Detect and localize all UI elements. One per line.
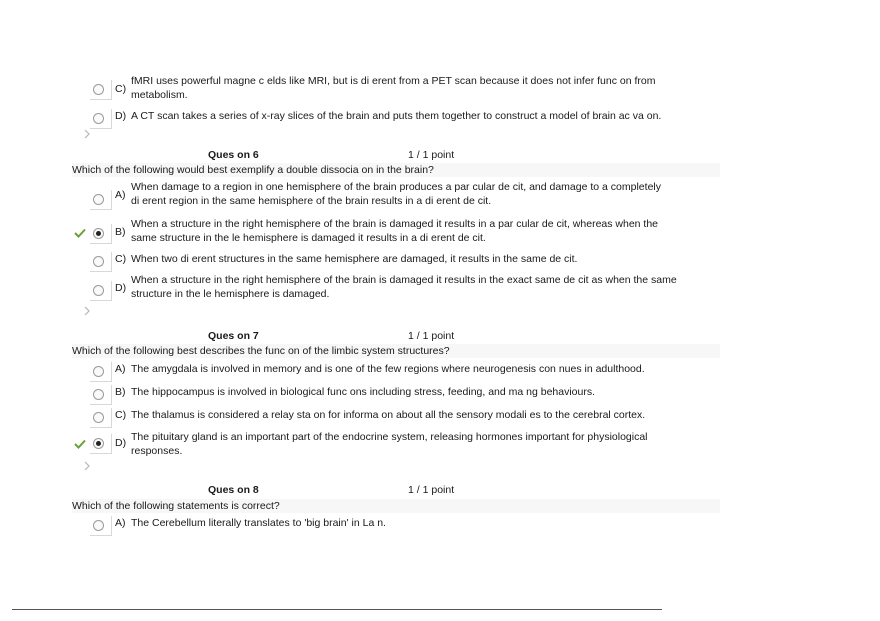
option-letter: D) bbox=[115, 437, 127, 449]
option-letter: B) bbox=[115, 386, 126, 398]
option-text-q7-c bbox=[131, 408, 645, 422]
option-text-q7-b bbox=[131, 385, 595, 399]
radio-q5-c[interactable] bbox=[90, 80, 112, 100]
question-heading: Ques on 6 bbox=[208, 149, 259, 161]
option-letter: D) bbox=[115, 282, 127, 294]
option-letter: C) bbox=[115, 253, 127, 265]
option-line: responses. bbox=[131, 445, 183, 457]
radio-q6-c[interactable] bbox=[90, 252, 112, 272]
option-letter: B) bbox=[115, 226, 126, 238]
option-line: A CT scan takes a series of x-ray slices of the brain and puts them together to construct a model of brain ac va on. bbox=[131, 110, 662, 122]
radio-q7-c[interactable] bbox=[90, 408, 112, 428]
option-line: The thalamus is considered a relay sta on for informa on about all the sensory modali es to the cerebral cortex. bbox=[131, 409, 646, 421]
question-score: 1 / 1 point bbox=[408, 484, 455, 496]
option-text-q5-d bbox=[131, 109, 661, 123]
correct-check-icon bbox=[74, 439, 86, 449]
option-text-q6-b bbox=[131, 217, 658, 245]
option-letter: D) bbox=[115, 110, 127, 122]
option-line: When damage to a region in one hemisphere of the brain produces a par cular de cit, and damage to a completely bbox=[131, 181, 661, 193]
radio-q7-d[interactable] bbox=[90, 434, 112, 454]
radio-q7-a[interactable] bbox=[90, 362, 112, 382]
option-line: When two di erent structures in the same hemisphere are damaged, it results in the same de cit. bbox=[131, 253, 578, 265]
option-text-q6-a bbox=[131, 180, 661, 208]
option-line: metabolism. bbox=[131, 89, 188, 101]
option-text-q5-c bbox=[131, 74, 655, 102]
question-text: Which of the following best describes the func on of the limbic system structures? bbox=[72, 344, 720, 358]
option-text-q8-a bbox=[131, 516, 386, 530]
radio-q8-a[interactable] bbox=[90, 516, 112, 536]
option-letter: A) bbox=[115, 517, 126, 529]
option-line: The pituitary gland is an important part of the endocrine system, releasing hormones important for physiological bbox=[131, 431, 648, 443]
option-line: When a structure in the right hemisphere of the brain is damaged it results in a par cular de cit, whereas when the bbox=[131, 218, 659, 230]
option-text-q7-d bbox=[131, 430, 648, 458]
option-letter: A) bbox=[115, 189, 126, 201]
question-text: Which of the following statements is correct? bbox=[72, 499, 720, 513]
correct-check-icon bbox=[74, 228, 86, 238]
radio-q6-d[interactable] bbox=[90, 281, 112, 301]
option-line: structure in the le hemisphere is damaged. bbox=[131, 288, 330, 300]
radio-q6-a[interactable] bbox=[90, 190, 112, 210]
chevron-right-icon[interactable] bbox=[82, 305, 92, 317]
option-text-q6-d bbox=[131, 273, 677, 301]
option-line: di erent region in the same hemisphere of the brain results in a di erent de cit. bbox=[131, 195, 492, 207]
chevron-right-icon[interactable] bbox=[82, 460, 92, 472]
chevron-right-icon[interactable] bbox=[82, 128, 92, 140]
question-score: 1 / 1 point bbox=[408, 149, 455, 161]
question-heading: Ques on 8 bbox=[208, 484, 259, 496]
option-line: The hippocampus is involved in biological func ons including stress, feeding, and ma ng behaviours. bbox=[131, 386, 596, 398]
option-line: When a structure in the right hemisphere of the brain is damaged it results in the exact same de cit as when the same bbox=[131, 274, 677, 286]
option-letter: A) bbox=[115, 363, 126, 375]
question-score: 1 / 1 point bbox=[408, 330, 455, 342]
option-text-q7-a bbox=[131, 362, 645, 376]
radio-q6-b[interactable] bbox=[90, 224, 112, 244]
question-heading: Ques on 7 bbox=[208, 330, 259, 342]
option-letter: C) bbox=[115, 83, 127, 95]
page-footer-rule bbox=[12, 609, 662, 610]
option-line: fMRI uses powerful magne c elds like MRI, but is di erent from a PET scan because it does not infer func on from bbox=[131, 75, 656, 87]
option-letter: C) bbox=[115, 409, 127, 421]
option-line: same structure in the le hemisphere is damaged it results in a di erent de cit. bbox=[131, 232, 486, 244]
radio-q7-b[interactable] bbox=[90, 385, 112, 405]
option-text-q6-c bbox=[131, 252, 577, 266]
question-text: Which of the following would best exemplify a double dissocia on in the brain? bbox=[72, 163, 720, 177]
radio-q5-d[interactable] bbox=[90, 109, 112, 129]
option-line: The Cerebellum literally translates to 'big brain' in La n. bbox=[131, 517, 386, 529]
option-line: The amygdala is involved in memory and is one of the few regions where neurogenesis con nues in adulthood. bbox=[131, 363, 645, 375]
